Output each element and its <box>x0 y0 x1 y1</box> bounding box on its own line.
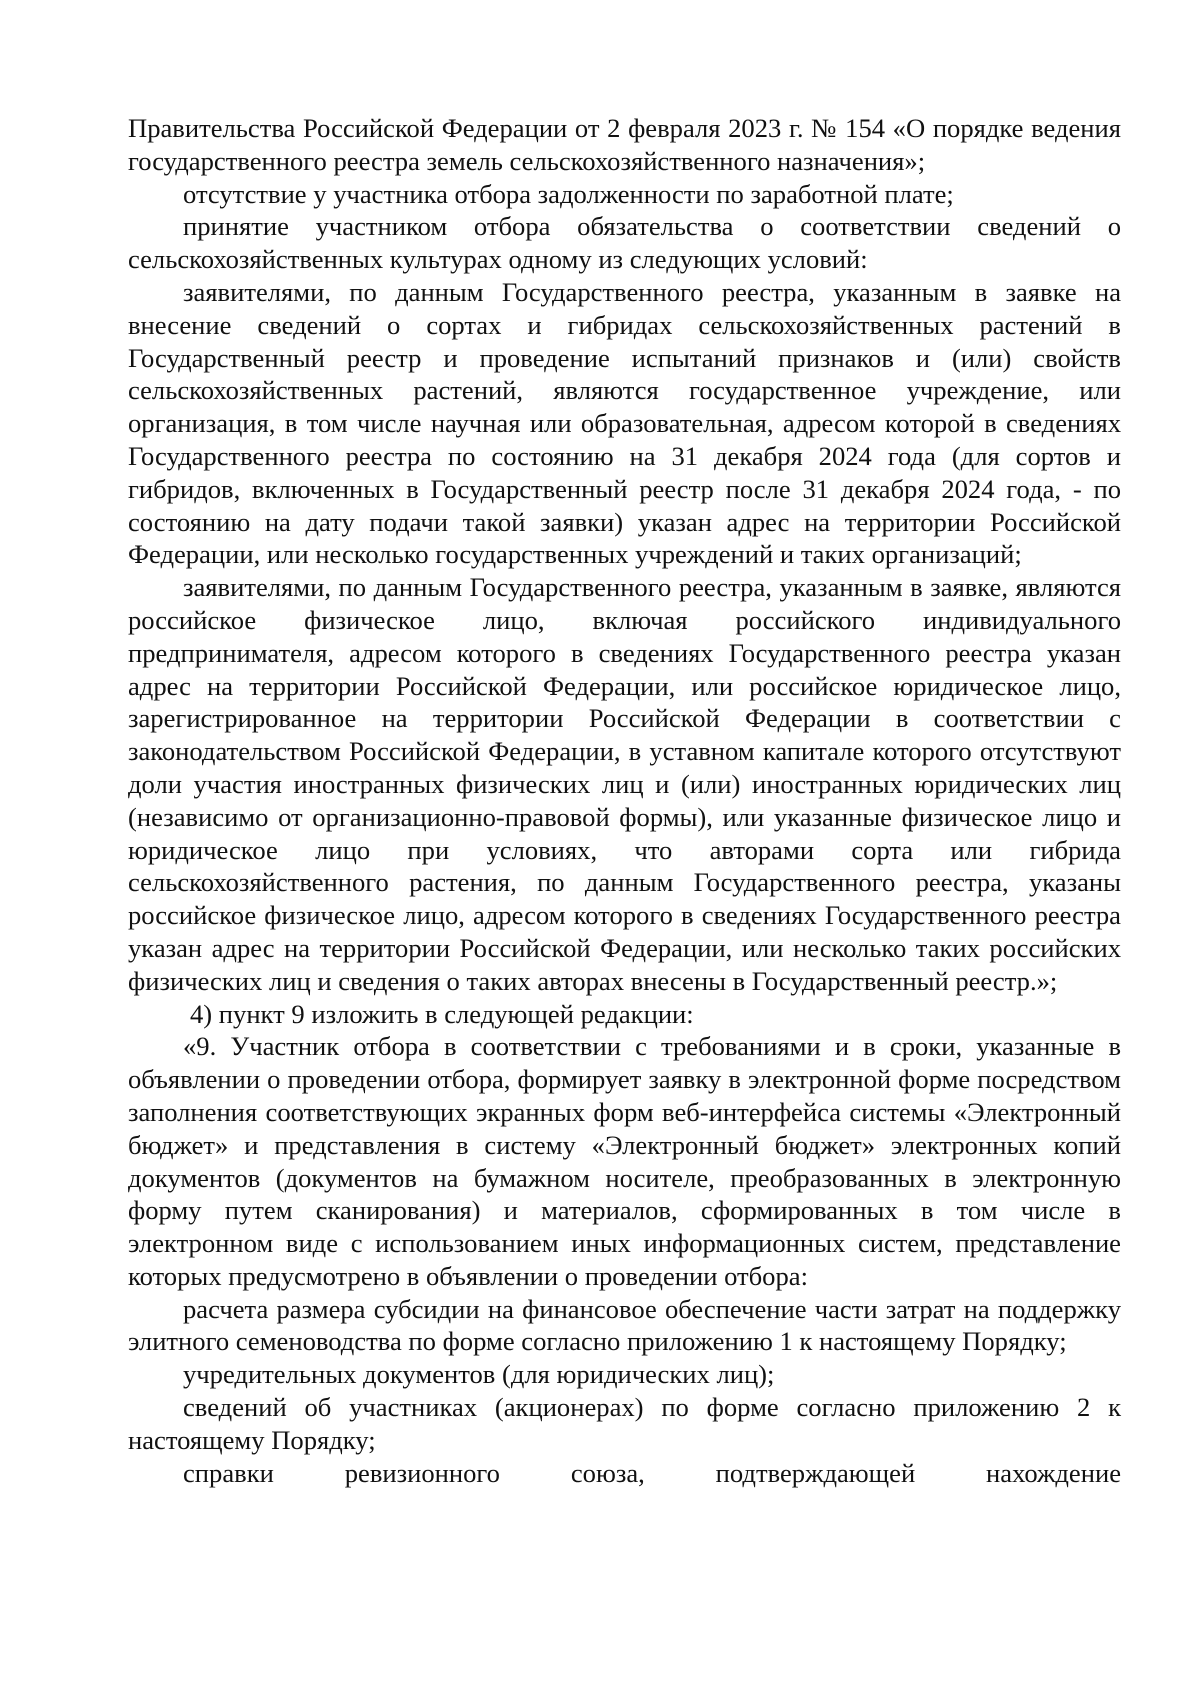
paragraph-obligation: принятие участником отбора обязательства о соответствии сведений о сельскохозяйственных культурах одному из следующих условий: <box>128 211 1121 275</box>
paragraph-no-wage-debt: отсутствие у участника отбора задолженности по заработной плате; <box>183 178 954 209</box>
paragraph-shareholders-info: сведений об участниках (акционерах) по форме согласно приложению 2 к настоящему Порядку; <box>128 1392 1121 1455</box>
paragraph-audit-union-certificate: справки ревизионного союза, подтверждающей нахождение <box>183 1457 1121 1488</box>
paragraph-condition-state-applicants: заявителями, по данным Государственного реестра, указанным в заявке на внесение сведений о сортах и гибридах сельскохозяйственных растений в Государственный реестр и проведение испытаний признаков и (или) свойств сельскохозяйственных растений, являются государственное учреждение, или организация, в том числе научная или образовательная, адресом которой в сведениях Государственного реестра по состоянию на 31 декабря 2024 года (для сортов и гибридов, включенных в Государственный реестр после 31 декабря 2024 года, - по состоянию на дату подачи такой заявки) указан адрес на территории Российской Федерации, или несколько государственных учреждений и таких организаций; <box>128 276 1121 570</box>
paragraph-founding-documents: учредительных документов (для юридических лиц); <box>183 1359 775 1390</box>
paragraph-subsidy-calculation: расчета размера субсидии на финансовое обеспечение части затрат на поддержку элитного семеноводства по форме согласно приложению 1 к настоящему Порядку; <box>128 1293 1121 1357</box>
document-body <box>128 112 1121 1489</box>
paragraph-clause-9: «9. Участник отбора в соответствии с требованиями и в сроки, указанные в объявлении о проведении отбора, формирует заявку в электронной форме посредством заполнения соответствующих экранных форм веб-интерфейса системы «Электронный бюджет» и представления в систему «Электронный бюджет» электронных копий документов (документов на бумажном носителе, преобразованных в электронную форму путем сканирования) и материалов, сформированных в том числе в электронном виде с использованием иных информационных систем, представление которых предусмотрено в объявлении о проведении отбора: <box>128 1031 1121 1291</box>
paragraph-item-4: 4) пункт 9 изложить в следующей редакции: <box>190 998 694 1029</box>
paragraph-condition-russian-applicants: заявителями, по данным Государственного реестра, указанным в заявке, являются российское физическое лицо, включая российского индивидуального предпринимателя, адресом которого в сведениях Государственного реестра указан адрес на территории Российской Федерации, или российское юридическое лицо, зарегистрированное на территории Российской Федерации в соответствии с законодательством Российской Федерации, в уставном капитале которого отсутствуют доли участия иностранных физических лиц и (или) иностранных юридических лиц (независимо от организационно-правовой формы), или указанные физическое лицо и юридическое лицо при условиях, что авторами сорта или гибрида сельскохозяйственного растения, по данным Государственного реестра, указаны российское физическое лицо, адресом которого в сведениях Государственного реестра указан адрес на территории Российской Федерации, или несколько таких российских физических лиц и сведения о таких авторах внесены в Государственный реестр.»; <box>128 572 1121 996</box>
paragraph-continuation: Правительства Российской Федерации от 2 февраля 2023 г. № 154 «О порядке ведения государственного реестра земель сельскохозяйственного назначения»; <box>128 113 1121 176</box>
